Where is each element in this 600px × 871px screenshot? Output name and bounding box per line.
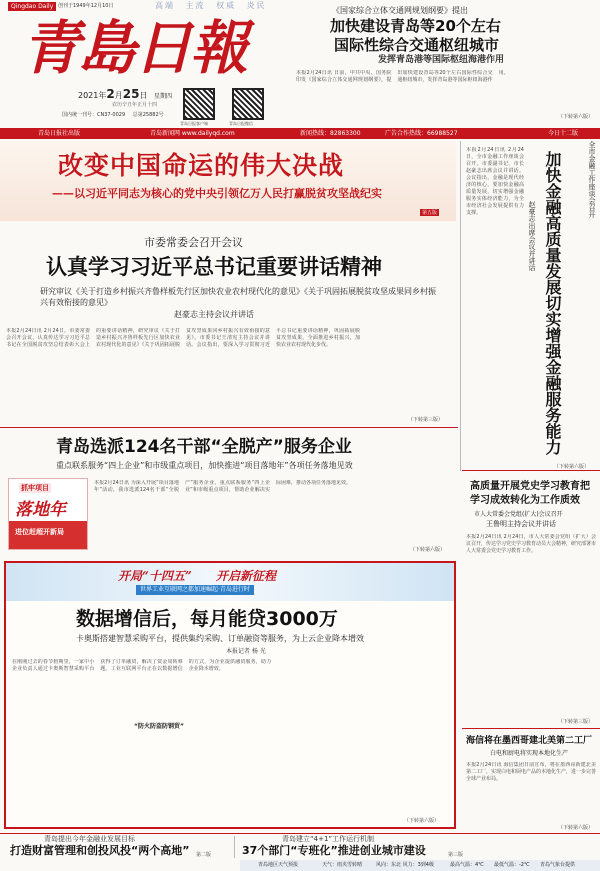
- website-link[interactable]: 青岛新闻网 www.dailyqd.com: [150, 130, 235, 137]
- feature-banner-right: 开启新征程: [216, 569, 277, 583]
- top-right-body: 本报2月24日讯 日前，中共中央、国务院印发《国家综合立体交通网规划纲要》，提出加快建设青岛等20个左右国际性综合交通枢纽城市，发挥青岛港等国际枢纽海港作用。: [296, 70, 509, 83]
- finance-chair: 赵豪志出席会议并讲话: [528, 201, 536, 271]
- masthead: [0, 0, 600, 128]
- bottom-left-story: [0, 835, 232, 859]
- hisense-story: [462, 732, 600, 832]
- feature-banner: [6, 563, 454, 601]
- weather-label: 青岛地区天气预报: [258, 862, 299, 868]
- feature-title: 数据增信后，每月能贷3000万: [76, 608, 338, 630]
- tag-mid: 落地年: [15, 500, 66, 520]
- page-count: 今日十二版: [548, 130, 579, 137]
- weekday: 星期四: [153, 93, 172, 100]
- party-history-body: 本报2月24日讯 2月24日，市人大常委会党组（扩大）会议召开，传达学习党史学习教育动员大会精神，研究部署市人大常委会党史学习教育工作。: [466, 534, 596, 554]
- ad-hotline: 广告合作热线：66988527: [385, 130, 458, 137]
- bottom-left-pretitle: 青岛提出今年金融业发展目标: [44, 835, 135, 843]
- feature-subtitle: 卡奥斯搭建智慧采购平台，提供集约采购、订单融资等服务，为上云企业降本增效: [76, 634, 364, 643]
- weather-wind: 风向：东北 风力：3到4级: [376, 862, 434, 868]
- party-history-title: 高质量开展党史学习教育把学习成效转化为工作质效: [470, 481, 590, 506]
- qr-code-app[interactable]: [183, 88, 215, 120]
- mini-tag: Qingdao Daily: [8, 2, 56, 11]
- cn-code: [62, 112, 164, 119]
- weather-min: 最低气温：-2℃: [494, 862, 530, 868]
- banner: [0, 141, 456, 221]
- party-history-story: [462, 474, 600, 726]
- news-hotline: 新闻热线：82863300: [300, 130, 361, 137]
- party-history-more: （下转第三版）: [558, 719, 594, 725]
- lead-story: [0, 228, 456, 426]
- founded-date: 创刊于1949年12月10日: [58, 3, 114, 9]
- cadres-body: 本报2月24日讯 为深入开展“项目落地年”活动，我市选派124名干部“全脱产”服务企业，重点联系服务“四上企业”和市级重点项目，帮助企业解决实际困难，推动各项任务落地见效。: [94, 480, 352, 493]
- banner-title: 改变中国命运的伟大决战: [58, 151, 345, 180]
- finance-story: [464, 141, 600, 471]
- bottom-right-title: 37个部门“专班化”推进创业城市建设: [242, 844, 426, 857]
- lead-pretitle: 市委常委会召开会议: [144, 236, 243, 249]
- project-tag: [8, 478, 88, 550]
- bottom-right-pretitle: 青岛建立“4+1”工作运行机制: [282, 835, 375, 843]
- cadres-more: （下转第六版）: [410, 547, 446, 553]
- cadres-subtitle: 重点联系服务“四上企业”和市级重点项目，加快推进“项目落地年”各项任务落地见效: [56, 461, 353, 470]
- slogan: 权威: [216, 1, 237, 10]
- finance-pretitle: 全市金融工作座谈会召开: [588, 141, 596, 218]
- feature-byline: 本报记者 杨 光: [226, 648, 266, 655]
- party-history-chair: 王鲁明主持会议并讲话: [486, 520, 556, 528]
- date-day: 25: [122, 87, 140, 101]
- top-right-title-2: 国际性综合交通枢纽城市: [334, 36, 500, 54]
- slogan: 主流: [185, 1, 206, 10]
- lead-more: （下转第三版）: [408, 417, 444, 423]
- date-month: 2: [106, 87, 115, 101]
- code2: 总第25882号: [132, 112, 164, 118]
- finance-title: 加快金融高质量发展切实增强金融服务能力: [543, 151, 562, 455]
- top-right-title-1: 加快建设青岛等20个左右: [330, 17, 501, 35]
- tag-bottom: 进位赶超开新局: [15, 528, 64, 536]
- lead-title: 认真学习习近平总书记重要讲话精神: [46, 255, 382, 279]
- date-day-unit: 日: [139, 91, 148, 100]
- banner-subtitle: ——以习近平同志为核心的党中央引领亿万人民打赢脱贫攻坚战纪实: [52, 187, 382, 200]
- hisense-title: 海信将在墨西哥建北美第二工厂: [466, 736, 593, 746]
- bottom-left-more: 第二版: [196, 852, 212, 858]
- weather-day: 天气：雨夹雪转晴: [322, 862, 363, 868]
- hisense-more: （下转第六版）: [558, 825, 594, 831]
- lunar-date: 农历辛丑年正月十四: [112, 102, 158, 108]
- feature-box: [4, 561, 456, 829]
- weather-provider: 青岛气象台提供: [540, 862, 576, 868]
- top-right-pretitle: 《国家综合立体交通网规划纲要》提出: [332, 6, 468, 15]
- feature-more: （下转第六版）: [404, 818, 440, 824]
- masthead-logo: 青島日報: [22, 14, 247, 82]
- hisense-body: 本报2月24日讯 海信集团日前宣布，将在墨西哥新建北美第二工厂，实现白电和厨电产品的本地化生产，进一步完善全球产业布局。: [466, 762, 596, 782]
- date-month-unit: 月: [114, 91, 123, 100]
- qr-label-app: 青岛日报客户端: [180, 121, 208, 126]
- cadres-title: 青岛选派124名干部“全脱产”服务企业: [56, 437, 352, 457]
- lead-subtitle: 研究审议《关于打造乡村振兴齐鲁样板先行区加快农业农村现代化的意见》《关于巩固拓展脱贫攻坚成果同乡村振兴有效衔接的意见》: [40, 287, 436, 307]
- qr-code-wechat[interactable]: [232, 88, 264, 120]
- slogan: 炎民: [246, 1, 267, 10]
- hisense-subtitle: 白电和厨电将实现本地化生产: [490, 750, 569, 757]
- issue-date: [78, 88, 172, 103]
- top-right-more: （下转第六版）: [558, 114, 594, 120]
- date-year: 2021年: [78, 91, 107, 100]
- bottom-right-more: 第三版: [448, 852, 464, 858]
- qr-label-wechat: 青岛日报微信: [229, 121, 253, 126]
- cadres-story: [0, 430, 458, 555]
- finance-body: 本报2月24日讯 2月24日，全市金融工作座谈会召开。市委副书记、市长赵豪志出席会议并讲话。会议指出，金融是现代经济的核心，要加快金融高质量发展，切实增强金融服务实体经济能力，为全市经济社会发展提供有力支撑。: [466, 147, 524, 216]
- bottom-left-title: 打造财富管理和创投风投“两个高地”: [10, 844, 190, 857]
- lead-body: 本报2月24日讯 2月24日，市委常委会召开会议，认真传达学习习近平总书记在全国脱贫攻坚总结表彰大会上的重要讲话精神，研究审议《关于打造乡村振兴齐鲁样板先行区加快农业农村现代化的意见》《关于巩固拓展脱贫攻坚成果同乡村振兴有效衔接的意见》。市委书记王清宪主持会议并讲话。会议指出，要深入学习贯彻习近平总书记重要讲话精神，巩固拓展脱贫攻坚成果，全面推进乡村振兴，加快农业农村现代化步伐。: [6, 328, 360, 348]
- top-right-subtitle: 发挥青岛港等国际枢纽海港作用: [378, 55, 505, 65]
- lead-chair: 赵豪志主持会议并讲话: [174, 310, 254, 319]
- finance-more: （下转第六版）: [554, 464, 590, 470]
- slogan: 高端: [155, 1, 175, 10]
- weather-max: 最高气温：4℃: [450, 862, 484, 868]
- weather-bar: [240, 860, 600, 871]
- banner-more: 第五版: [422, 210, 438, 216]
- feature-body: 在刚刚过去的春节假期里，一家中小企业负责人通过卡奥斯智慧采购平台获得了订单融资，解决了资金周转难题。工业互联网平台正在以数据增信的方式，为企业提供融资服务，助力企业降本增效。: [12, 659, 272, 672]
- feature-section: “防火防盗防钢贸”: [134, 723, 184, 730]
- bottom-right-story: [236, 835, 600, 859]
- publisher: 青岛日报社出版: [38, 130, 81, 137]
- feature-banner-left: 开局“十四五”: [118, 569, 192, 583]
- slogans: [155, 1, 267, 11]
- cn-code-text: 国内统一刊号：CN37-0029: [62, 112, 126, 118]
- tag-top: 抓牢项目: [21, 484, 49, 492]
- info-bar: [0, 128, 600, 139]
- feature-banner-sub: 世界工业互联网之都加速崛起·青岛进行时: [136, 585, 254, 595]
- party-history-subtitle: 市人大常委会党组(扩大)会议召开: [474, 511, 563, 518]
